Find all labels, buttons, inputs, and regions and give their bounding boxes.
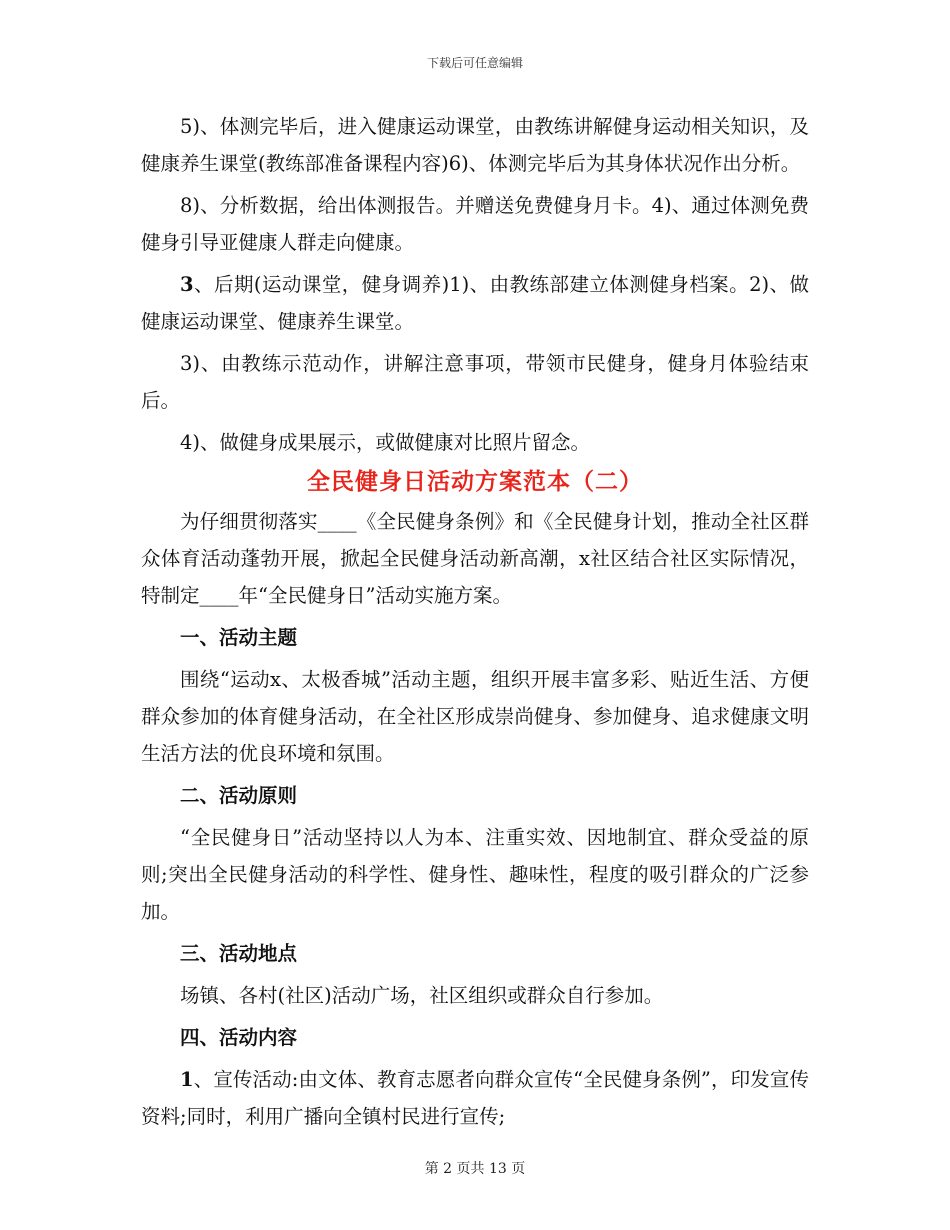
paragraph-8: “全民健身日”活动坚持以人为本、注重实效、因地制宜、群众受益的原则;突出全民健身活动的科学性、健身性、趣味性，程度的吸引群众的广泛参加。 xyxy=(141,826,809,923)
paragraph-10-text: 、宣传活动:由文体、教育志愿者向群众宣传“全民健身条例”，印发宣传资料;同时，利用广播向全镇村民进行宣传; xyxy=(141,1068,809,1128)
paragraph-2: 8)、分析数据，给出体测报告。并赠送免费健身月卡。4)、通过体测免费健身引导亚健康人群走向健康。 xyxy=(141,194,809,254)
paragraph-5: 4)、做健身成果展示，或做健康对比照片留念。 xyxy=(180,431,591,454)
heading-activity-principle: 二、活动原则 xyxy=(180,784,298,807)
page-header: 下载后可任意编辑 xyxy=(426,56,523,70)
paragraph-4: 3)、由教练示范动作，讲解注意事项，带领市民健身，健身月体验结束后。 xyxy=(141,352,809,412)
paragraph-1: 5)、体测完毕后，进入健康运动课堂，由教练讲解健身运动相关知识，及健康养生课堂(教练部准备课程内容)6)、体测完毕后为其身体状况作出分析。 xyxy=(141,115,809,175)
paragraph-10 xyxy=(141,1061,809,1135)
section-title: 全民健身日活动方案范本（二） xyxy=(307,468,643,495)
paragraph-7: 围绕“运动x、太极香城”活动主题，组织开展丰富多彩、贴近生活、方便群众参加的体育健身活动，在全社区形成崇尚健身、参加健身、追求健康文明生活方法的优良环境和氛围。 xyxy=(141,668,809,765)
document-body xyxy=(141,108,809,1135)
paragraph-3-text: 、后期(运动课堂，健身调养)1)、由教练部建立体测健身档案。2)、做健康运动课堂、健康养生课堂。 xyxy=(141,273,809,333)
paragraph-6: 为仔细贯彻落实____《全民健身条例》和《全民健身计划，推动全社区群众体育活动蓬勃开展，掀起全民健身活动新高潮，x社区结合社区实际情况，特制定____年“全民健身日”活动实施方案。 xyxy=(141,510,809,607)
page-footer: 第 2 页共 13 页 xyxy=(424,1161,526,1177)
heading-activity-theme: 一、活动主题 xyxy=(180,626,298,649)
paragraph-3-number: 3 xyxy=(180,273,194,296)
heading-activity-location: 三、活动地点 xyxy=(180,942,298,965)
paragraph-9: 场镇、各村(社区)活动广场，社区组织或群众自行参加。 xyxy=(180,984,664,1007)
heading-activity-content: 四、活动内容 xyxy=(180,1026,298,1049)
paragraph-10-number: 1 xyxy=(180,1068,194,1091)
paragraph-3 xyxy=(141,266,809,340)
